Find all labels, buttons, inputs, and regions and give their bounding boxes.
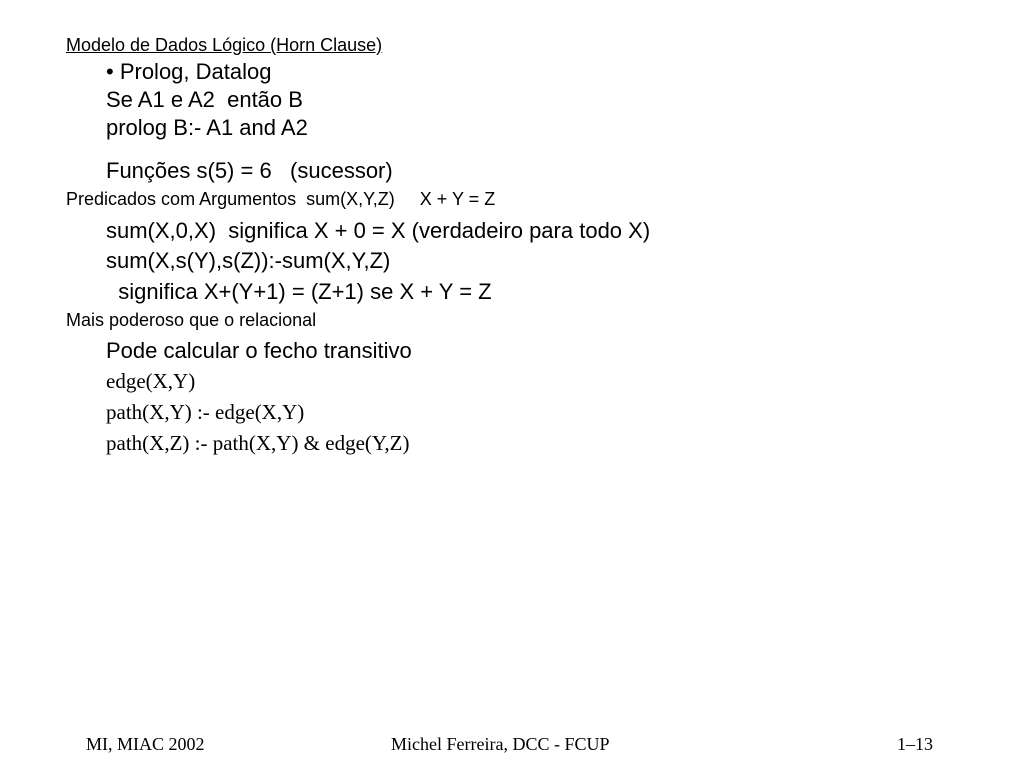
footer-course: MI, MIAC 2002 <box>86 734 205 754</box>
text-sum-meaning: significa X+(Y+1) = (Z+1) se X + Y = Z <box>106 279 492 304</box>
text-sum-base: sum(X,0,X) significa X + 0 = X (verdadeiro para todo X) <box>106 218 651 243</box>
code-edge-fact: edge(X,Y) <box>106 369 196 393</box>
slide-title: Modelo de Dados Lógico (Horn Clause) <box>66 35 383 55</box>
code-path-base-rule: path(X,Y) :- edge(X,Y) <box>106 400 305 424</box>
code-path-recursive-rule: path(X,Z) :- path(X,Y) & edge(Y,Z) <box>106 431 410 455</box>
text-sum-recursive: sum(X,s(Y),s(Z)):-sum(X,Y,Z) <box>106 248 391 273</box>
text-transitive-closure: Pode calcular o fecho transitivo <box>106 338 412 363</box>
text-predicates-heading: Predicados com Argumentos sum(X,Y,Z) X + Y = Z <box>66 189 496 209</box>
text-more-powerful-heading: Mais poderoso que o relacional <box>66 310 317 330</box>
footer-page-number: 1–13 <box>897 734 933 754</box>
footer-author: Michel Ferreira, DCC - FCUP <box>391 734 610 754</box>
text-rule-example: Se A1 e A2 então B <box>106 87 303 112</box>
bullet-prolog-datalog: • Prolog, Datalog <box>106 59 272 84</box>
text-prolog-rule: prolog B:- A1 and A2 <box>106 115 308 140</box>
text-functions: Funções s(5) = 6 (sucessor) <box>106 158 393 183</box>
